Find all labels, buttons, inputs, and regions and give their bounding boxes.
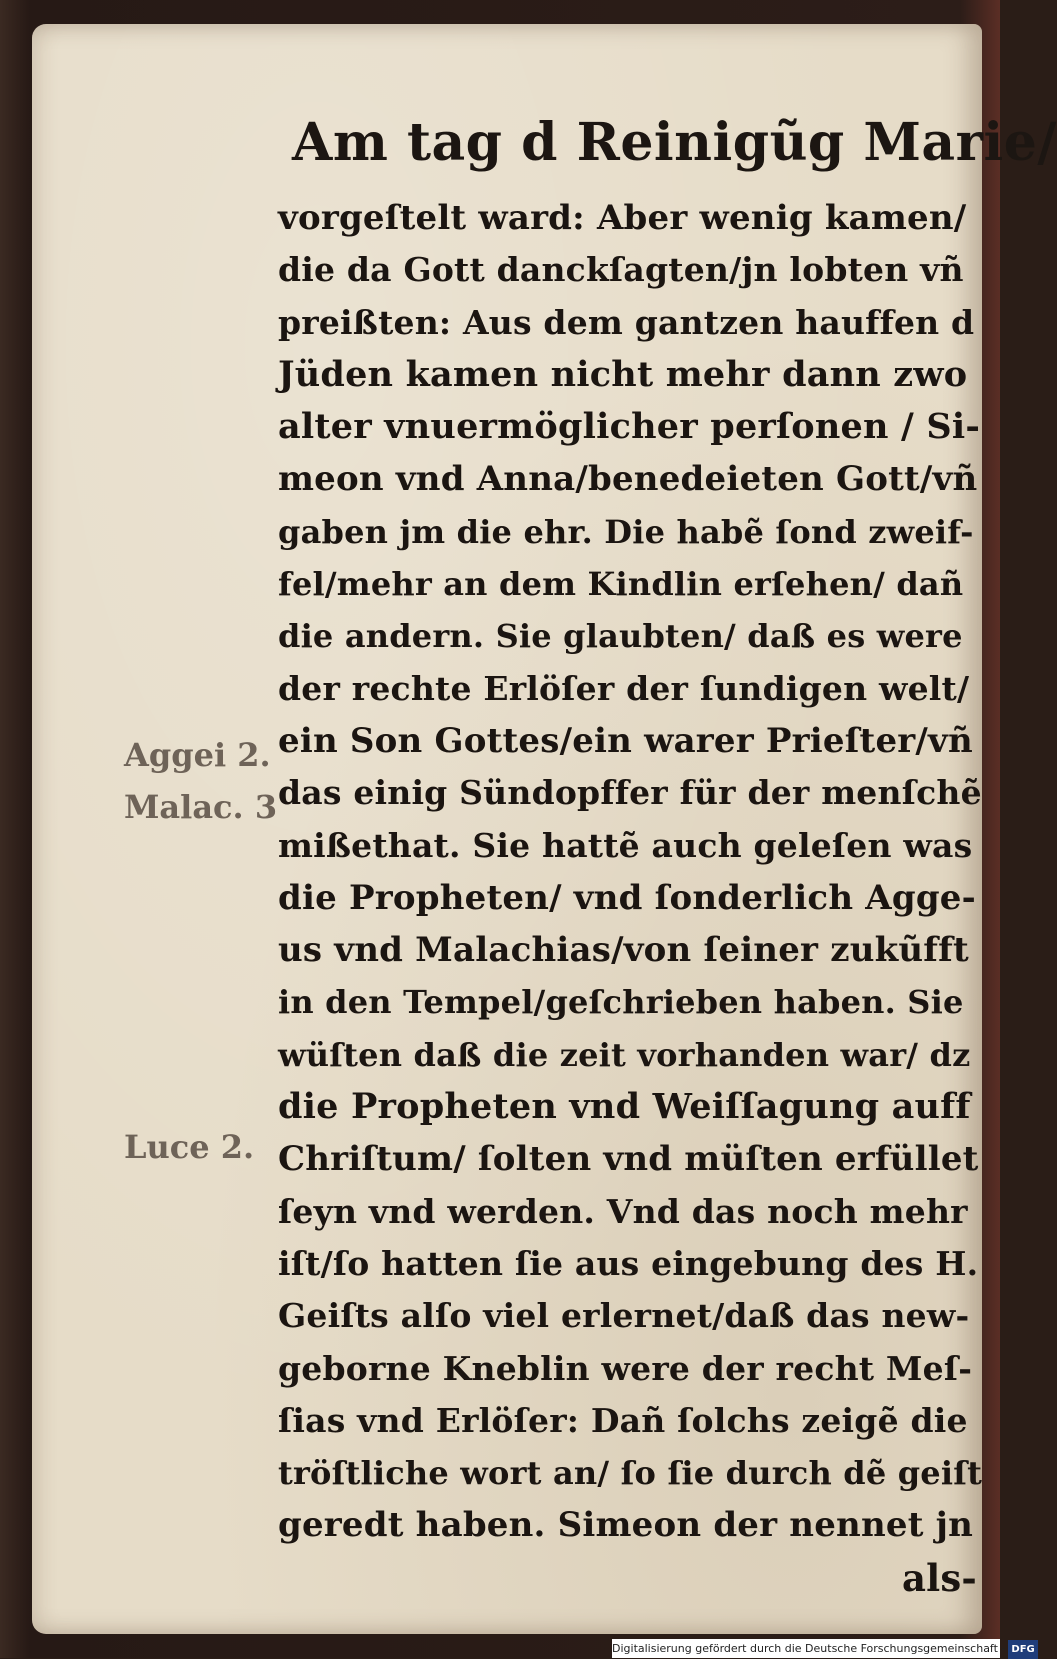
digitization-footer: [612, 1639, 1035, 1658]
catchword: als-: [901, 1555, 977, 1600]
text-line: geredt haben. Simeon der nennet jn: [278, 1505, 974, 1546]
text-line: die da Gott danckſagten/jn lobten vñ: [278, 250, 964, 290]
main-text: [278, 192, 983, 1604]
text-line: vorgeſtelt ward: Aber wenig kamen/: [278, 198, 967, 238]
text-line: Chriſtum/ ſolten vnd müſten erfüllet: [278, 1139, 979, 1180]
text-line: tröſtliche wort an/ ſo ſie durch dẽ geiſt: [278, 1454, 983, 1493]
text-line: wüſten daß die zeit vorhanden war/ dz: [278, 1035, 971, 1074]
text-line: Jüden kamen nicht mehr dann zwo: [278, 353, 968, 395]
running-header: Am tag d Reinigũg Marie/: [292, 112, 1057, 173]
text-line: geborne Kneblin were der recht Meſ-: [278, 1348, 973, 1388]
margin-note-aggei: Aggei 2.: [124, 736, 271, 774]
footer-text: Digitalisierung gefördert durch die Deutsche Forschungsgemeinschaft -: [612, 1642, 1006, 1655]
text-line: alter vnuermöglicher perſonen / Si-: [278, 406, 981, 448]
margin-note-luce: Luce 2.: [124, 1128, 255, 1166]
text-line: die Propheten vnd Weiſſagung auff: [278, 1086, 971, 1128]
text-line: der rechte Erlöſer der ſundigen welt/: [278, 668, 970, 708]
text-line: meon vnd Anna/benedeieten Gott/vñ: [278, 459, 978, 500]
book-page: [32, 24, 1057, 1634]
text-line: iſt/ſo hatten ſie aus eingebung des H.: [278, 1243, 979, 1283]
margin-note-malac: Malac. 3: [124, 788, 278, 826]
text-line: das einig Sündopffer für der menſchẽ: [278, 773, 982, 813]
text-line: in den Tempel/geſchrieben haben. Sie: [278, 983, 964, 1022]
text-line: ſias vnd Erlöſer: Dañ ſolchs zeigẽ die: [278, 1400, 968, 1440]
dfg-logo: DFG: [1008, 1640, 1037, 1659]
text-line: us vnd Malachias/von ſeiner zukũfft: [278, 930, 969, 971]
text-line: Geiſts alſo viel erlernet/daß das new-: [278, 1296, 970, 1336]
text-line: fel/mehr an dem Kindlin erſehen/ dañ: [278, 565, 964, 604]
text-line: die Propheten/ vnd ſonderlich Agge-: [278, 877, 976, 918]
text-line: preißten: Aus dem gantzen hauffen d: [278, 302, 975, 342]
text-line: mißethat. Sie hattẽ auch geleſen was: [278, 825, 973, 865]
text-line: ein Son Gottes/ein warer Prieſter/vñ: [278, 720, 973, 761]
text-line: gaben jm die ehr. Die habẽ ſond zweif-: [278, 512, 974, 551]
text-line: die andern. Sie glaubten/ daß es were: [278, 617, 963, 656]
text-line: ſeyn vnd werden. Vnd das noch mehr: [278, 1191, 968, 1231]
